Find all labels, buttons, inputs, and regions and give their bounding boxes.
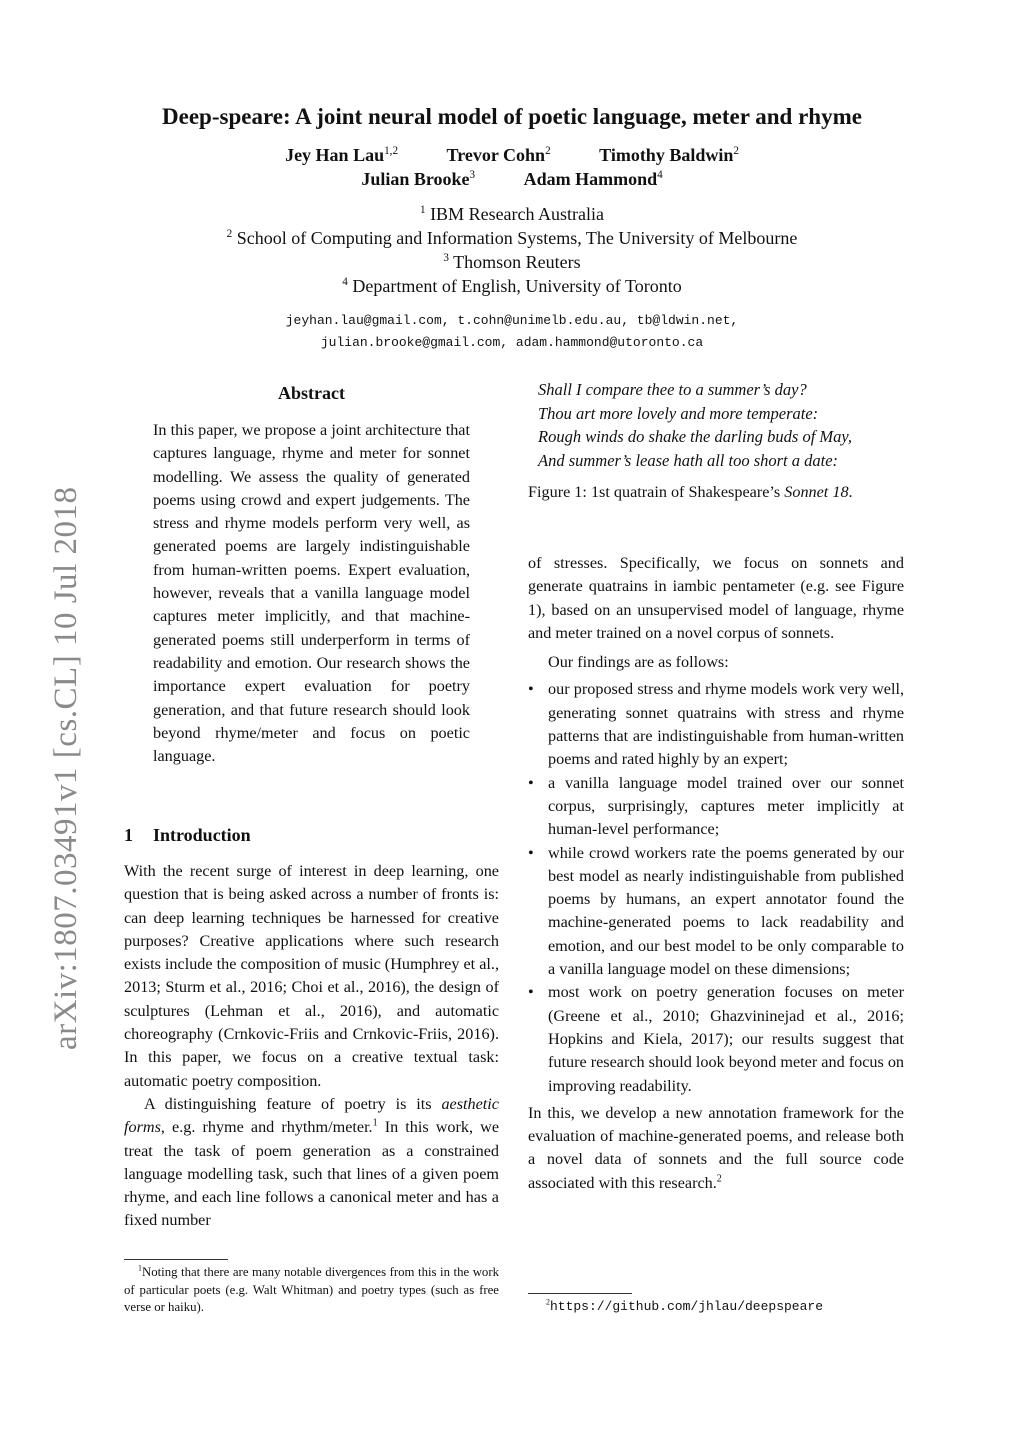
footnote-2: $^2$https://github.com/jhlau/deepspeare: [546, 1297, 824, 1314]
intro-paragraph-1: With the recent surge of interest in deep learning, one question that is being asked across a number of fronts is: can deep learning techniques be harnessed for creative purposes? Creative applications where such research exists include the composition of music (Humphrey et al., 2013; Sturm et al., 2016; Choi et al., 2016), the design of sculptures (Lehman et al., 2016), and automatic choreography (Crnkovic-Friis and Crnkovic-Friis, 2016). In this paper, we focus on a creative textual task: automatic poetry composition.: [124, 862, 499, 1090]
finding-item: • our proposed stress and rhyme models work very well, generating sonnet quatrains with stress and rhyme patterns that are indistinguishable from human-written poems and rated highly by an expert;: [528, 680, 904, 769]
finding-item: • most work on poetry generation focuses on meter (Greene et al., 2010; Ghazvininejad et al., 2016; Hopkins and Kiela, 2017); our results suggest that future research should look beyond meter and focus on improving readability.: [528, 983, 905, 1095]
poem-line: Rough winds do shake the darling buds of May,: [538, 427, 852, 446]
findings-list: [528, 678, 904, 1097]
authors-row-2: [0, 169, 1024, 190]
author: Adam Hammond$^4$: [523, 169, 663, 189]
affiliation: $^2$ School of Computing and Information Systems, The University of Melbourne: [226, 228, 798, 248]
footnote-2-url[interactable]: https://github.com/jhlau/deepspeare: [549, 1299, 824, 1314]
paper-title: Deep-speare: A joint neural model of poetic language, meter and rhyme: [162, 104, 862, 129]
finding-item: • a vanilla language model trained over our sonnet corpus, surprisingly, captures meter implicitly at human-level performance;: [528, 773, 904, 839]
figure-1-poem: [538, 378, 852, 472]
authors-row-1: [0, 145, 1024, 166]
poem-line: And summer’s lease hath all too short a date:: [538, 450, 839, 470]
footnote-rule: [528, 1293, 632, 1294]
introduction-body: [124, 860, 499, 1233]
bullet-icon: •: [528, 680, 534, 699]
affiliations: [0, 202, 1024, 298]
section-heading-introduction: 1 Introduction: [124, 825, 251, 845]
affiliation: $^1$ IBM Research Australia: [419, 204, 605, 224]
bullet-icon: •: [528, 983, 534, 1002]
figure-1-caption: Figure 1: 1st quatrain of Shakespeare’s Sonnet 18.: [528, 483, 853, 501]
bullet-icon: •: [528, 773, 534, 792]
author: Timothy Baldwin$^2$: [599, 145, 739, 165]
abstract-text: In this paper, we propose a joint architecture that captures language, rhyme and meter for sonnet modelling. We assess the quality of generated poems using crowd and expert judgements. The stress and rhyme models perform very well, as generated poems are largely indistinguishable from human-written poems. Expert evaluation, however, reveals that a vanilla language model captures meter implicitly, and that machine-generated poems still underperform in terms of readability and emotion. Our research shows the importance expert evaluation for poetry generation, and that future research should look beyond rhyme/meter and focus on poetic language.: [153, 421, 470, 766]
footnote-rule: [124, 1259, 228, 1260]
email-line: julian.brooke@gmail.com, adam.hammond@utoronto.ca: [320, 335, 704, 350]
right-paragraph-1: of stresses. Specifically, we focus on sonnets and generate quatrains in iambic pentameter (e.g. see Figure 1), based on an unsupervised model of language, rhyme and meter trained on a novel corpus of sonnets.: [528, 554, 904, 642]
poem-line: Thou art more lovely and more temperate:: [538, 403, 819, 423]
right-paragraph-2: Our findings are as follows:: [548, 653, 729, 672]
right-column-body: [528, 552, 904, 1195]
intro-paragraph-2: A distinguishing feature of poetry is its aesthetic forms, e.g. rhyme and rhythm/meter.$^1$ In this work, we treat the task of poem generation as a constrained language modelling task, such that lines of a given poem rhyme, and each line follows a canonical meter and has a fixed number: [124, 1094, 499, 1230]
finding-item: • while crowd workers rate the poems generated by our best model as nearly indistinguishable from published poems by humans, an expert annotator found the machine-generated poems to lack readability and emotion, and our best model to be only comparable to a vanilla language model on these dimensions;: [528, 843, 904, 979]
bullet-icon: •: [528, 843, 534, 862]
author-emails: [0, 310, 1024, 354]
poem-line: Shall I compare thee to a summer’s day?: [538, 380, 807, 399]
right-paragraph-3: In this, we develop a new annotation framework for the evaluation of machine-generated poems, and release both a novel data of sonnets and the full source code associated with this research.$^2$: [528, 1103, 904, 1192]
affiliation: $^4$ Department of English, University of Toronto: [342, 276, 682, 296]
footnote-1: $^1$Noting that there are many notable divergences from this in the work of particular poets (e.g. Walt Whitman) and poetry types (such as free verse or haiku).: [124, 1263, 499, 1314]
affiliation: $^3$ Thomson Reuters: [443, 252, 581, 272]
arxiv-sidebar: [48, 486, 88, 1090]
arxiv-identifier: arXiv:1807.03491v1 [cs.CL] 10 Jul 2018: [48, 486, 84, 1050]
email-line: jeyhan.lau@gmail.com, t.cohn@unimelb.edu.au, tb@ldwin.net,: [285, 313, 739, 328]
author: Trevor Cohn$^2$: [446, 145, 551, 165]
author: Julian Brooke$^3$: [361, 169, 476, 189]
author: Jey Han Lau$^{1,2}$: [285, 145, 399, 165]
abstract-heading: Abstract: [278, 383, 345, 403]
